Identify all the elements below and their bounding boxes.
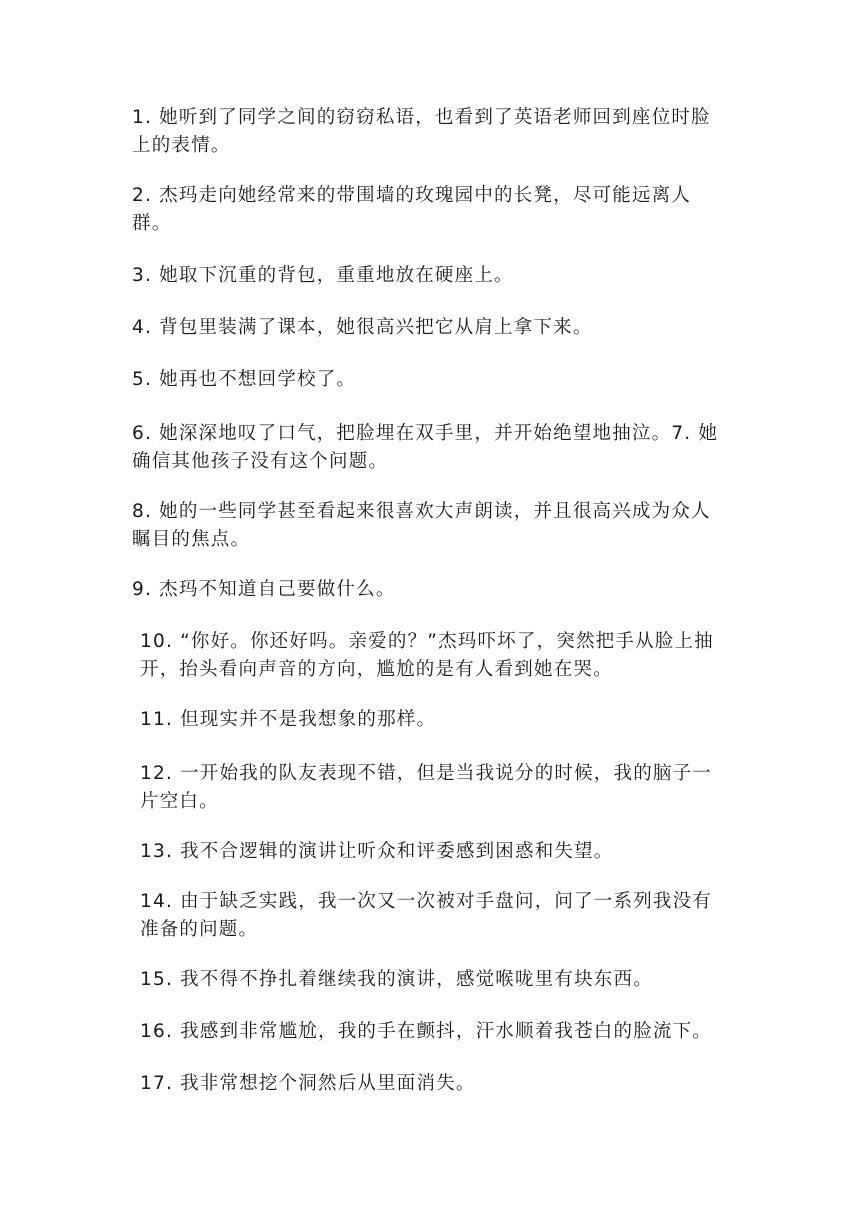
paragraph-15: 15. 我不得不挣扎着继续我的演讲，感觉喉咙里有块东西。 (140, 969, 653, 990)
paragraph-14: 14. 由于缺乏实践，我一次又一次被对手盘问，问了一系列我没有准备的问题。 (140, 891, 713, 940)
paragraph-5: 5. 她再也不想回学校了。 (132, 369, 357, 390)
paragraph-8: 8. 她的一些同学甚至看起来很喜欢大声朗读，并且很高兴成为众人瞩目的焦点。 (132, 501, 711, 550)
paragraph-4: 4. 背包里装满了课本，她很高兴把它从肩上拿下来。 (132, 317, 593, 338)
paragraph-12: 12. 一开始我的队友表现不错，但是当我说分的时候，我的脑子一片空白。 (140, 763, 713, 812)
paragraph-13: 13. 我不合逻辑的演讲让听众和评委感到困惑和失望。 (140, 841, 614, 862)
paragraph-2: 2. 杰玛走向她经常来的带围墙的玫瑰园中的长凳，尽可能远离人群。 (132, 185, 692, 234)
paragraph-1: 1. 她听到了同学之间的窃窃私语，也看到了英语老师回到座位时脸上的表情。 (132, 107, 711, 156)
paragraph-9: 9. 杰玛不知道自己要做什么。 (132, 579, 396, 600)
paragraph-3: 3. 她取下沉重的背包，重重地放在硬座上。 (132, 265, 514, 286)
paragraph-11: 11. 但现实并不是我想象的那样。 (140, 709, 437, 730)
paragraph-6: 6. 她深深地叹了口气，把脸埋在双手里，并开始绝望地抽泣。7. 她确信其他孩子没有这个问题。 (132, 423, 719, 472)
paragraph-16: 16. 我感到非常尴尬，我的手在颤抖，汗水顺着我苍白的脸流下。 (140, 1021, 713, 1042)
paragraph-17: 17. 我非常想挖个洞然后从里面消失。 (140, 1073, 476, 1094)
paragraph-10: 10. “你好。你还好吗。亲爱的？”杰玛吓坏了，突然把手从脸上抽开，抬头看向声音的方向，尴尬的是有人看到她在哭。 (140, 631, 714, 680)
